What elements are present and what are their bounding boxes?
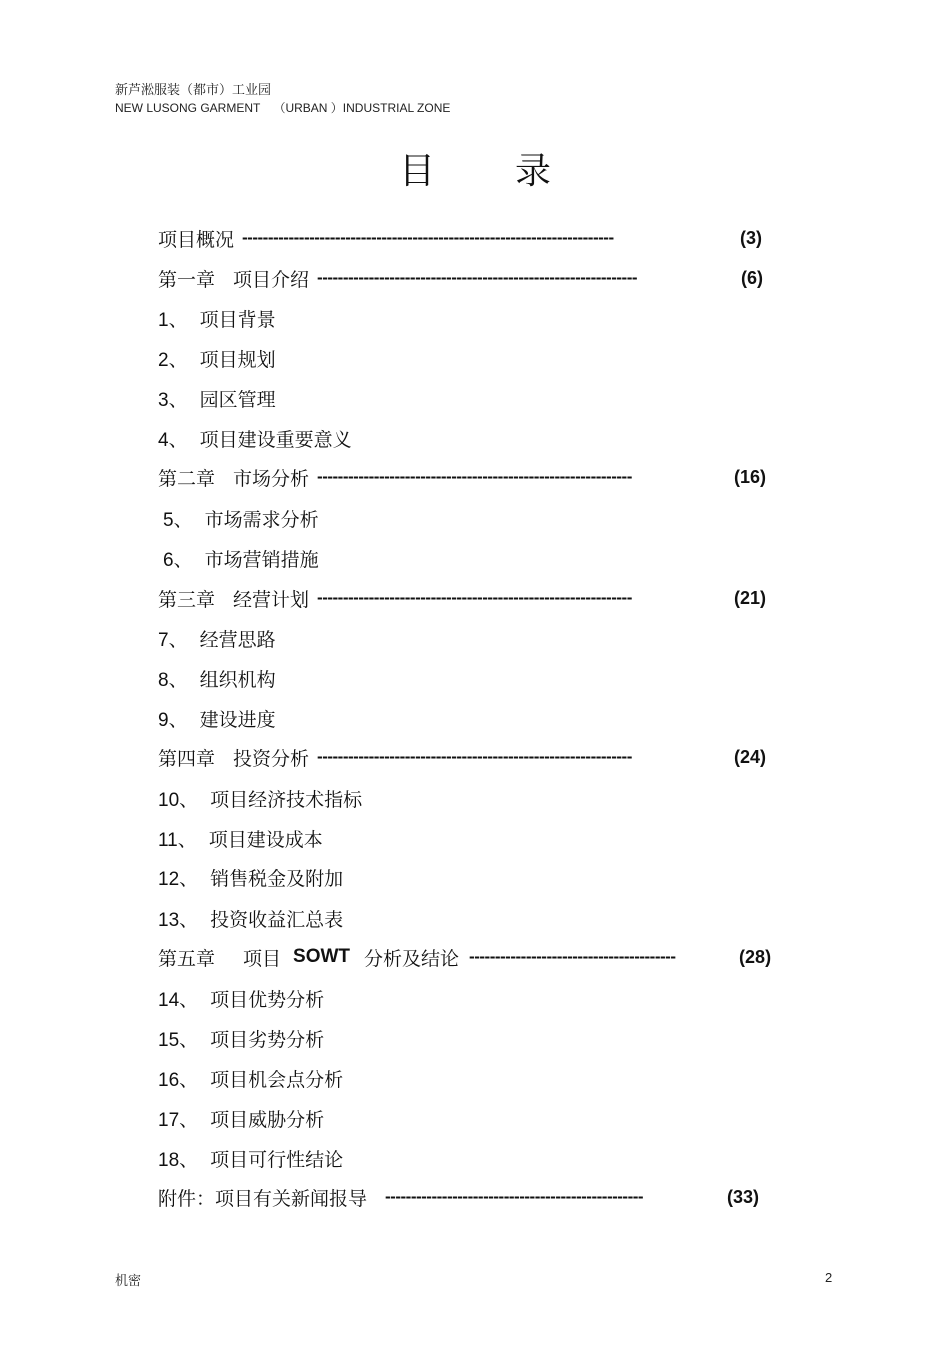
- toc-item-9[interactable]: [158, 704, 276, 732]
- toc-item-text: 项目建设重要意义: [199, 428, 352, 451]
- toc-item-17[interactable]: [158, 1104, 324, 1132]
- toc-chapter-title: 项目介绍: [233, 268, 310, 291]
- toc-item-15[interactable]: [158, 1024, 324, 1052]
- toc-item-text: 市场需求分析: [204, 508, 319, 531]
- toc-item-number: 15、: [158, 1029, 199, 1051]
- toc-item-text: 项目劣势分析: [210, 1028, 325, 1051]
- footer-page-number: 2: [825, 1270, 833, 1285]
- toc-chapter-title-prefix: 项目: [243, 947, 282, 970]
- toc-item-number: 16、: [158, 1069, 199, 1091]
- toc-item-number: 12、: [158, 868, 199, 890]
- toc-item-text: 投资收益汇总表: [210, 908, 344, 931]
- toc-chapter-title: 投资分析: [233, 747, 310, 770]
- toc-item-5[interactable]: [163, 504, 319, 532]
- toc-item-text: 建设进度: [199, 708, 276, 731]
- toc-item-1[interactable]: [158, 304, 276, 332]
- toc-item-14[interactable]: [158, 984, 324, 1012]
- toc-item-text: 项目规划: [199, 348, 276, 371]
- toc-entry-appendix[interactable]: [158, 1183, 759, 1211]
- toc-item-12[interactable]: [158, 863, 343, 891]
- toc-item-number: 18、: [158, 1149, 199, 1171]
- toc-item-16[interactable]: [158, 1064, 343, 1092]
- toc-item-text: 组织机构: [199, 668, 276, 691]
- toc-entry-chapter-5[interactable]: [158, 943, 771, 971]
- toc-chapter-label: 第五章: [158, 947, 216, 970]
- toc-item-number: 2、: [158, 349, 188, 371]
- toc-item-text: 项目优势分析: [210, 988, 325, 1011]
- toc-item-number: 3、: [158, 389, 188, 411]
- toc-item-text: 项目威胁分析: [210, 1108, 325, 1131]
- footer-confidential: 机密: [115, 1274, 142, 1289]
- toc-item-number: 10、: [158, 789, 199, 811]
- toc-page-number: (16): [734, 466, 767, 487]
- toc-page-number: (28): [739, 946, 772, 967]
- toc-item-text: 项目建设成本: [208, 828, 323, 851]
- toc-entry-chapter-4[interactable]: [158, 743, 766, 771]
- toc-chapter-label: 第三章: [158, 588, 216, 611]
- toc-appendix-label: 附件：项目有关新闻报导: [158, 1187, 368, 1210]
- toc-item-text: 项目可行性结论: [210, 1148, 344, 1171]
- toc-item-text: 项目经济技术指标: [210, 788, 363, 811]
- toc-item-text: 市场营销措施: [204, 548, 319, 571]
- toc-chapter-title: 市场分析: [233, 467, 310, 490]
- toc-item-number: 17、: [158, 1109, 199, 1131]
- page-title: 目录: [398, 151, 631, 192]
- toc-item-2[interactable]: [158, 344, 276, 372]
- toc-item-number: 11、: [158, 829, 197, 851]
- toc-item-8[interactable]: [158, 664, 276, 692]
- toc-entry-chapter-1[interactable]: [158, 264, 763, 292]
- toc-leader-dots: --------------------------------------------------------------: [317, 268, 638, 287]
- header-company-en: NEW LUSONG GARMENT （URBAN ）INDUSTRIAL ZONE: [115, 101, 451, 115]
- toc-item-text: 销售税金及附加: [210, 867, 344, 890]
- toc-chapter-label: 第二章: [158, 467, 216, 490]
- toc-item-number: 13、: [158, 909, 199, 931]
- toc-item-3[interactable]: [158, 384, 276, 412]
- toc-item-text: 项目机会点分析: [210, 1068, 344, 1091]
- toc-item-number: 1、: [158, 309, 188, 331]
- toc-item-11[interactable]: [158, 824, 323, 852]
- toc-chapter-label: 第一章: [158, 268, 216, 291]
- toc-item-text: 园区管理: [199, 388, 276, 411]
- toc-leader-dots: --------------------------------------------------: [385, 1187, 644, 1206]
- toc-item-7[interactable]: [158, 624, 276, 652]
- toc-item-number: 6、: [163, 549, 193, 571]
- toc-page-number: (24): [734, 746, 767, 767]
- toc-item-18[interactable]: [158, 1144, 343, 1172]
- toc-item-number: 4、: [158, 429, 188, 451]
- toc-item-text: 经营思路: [199, 628, 276, 651]
- toc-leader-dots: ------------------------------------------------------------------------: [242, 228, 614, 247]
- toc-page-number: (21): [734, 587, 767, 608]
- toc-item-number: 5、: [163, 509, 193, 531]
- toc-item-13[interactable]: [158, 904, 343, 932]
- toc-chapter-title-suffix: 分析及结论: [364, 947, 460, 970]
- toc-item-6[interactable]: [163, 544, 319, 572]
- toc-chapter-title: 经营计划: [233, 588, 310, 611]
- toc-item-text: 项目背景: [199, 308, 276, 331]
- toc-entry-chapter-3[interactable]: [158, 584, 766, 612]
- toc-item-number: 7、: [158, 629, 188, 651]
- toc-page-number: (33): [727, 1186, 760, 1207]
- toc-entry-chapter-2[interactable]: [158, 463, 766, 491]
- toc-entry-overview[interactable]: [158, 224, 762, 252]
- toc-leader-dots: ----------------------------------------: [469, 947, 676, 966]
- toc-item-number: 9、: [158, 709, 188, 731]
- toc-item-number: 14、: [158, 989, 199, 1011]
- toc-chapter-title-en: SOWT: [293, 946, 351, 967]
- header-company-cn: 新芦淞服装（都市）工业园: [115, 83, 272, 98]
- toc-chapter-label: 第四章: [158, 747, 216, 770]
- toc-page-number: (6): [741, 267, 764, 288]
- toc-page-number: (3): [740, 227, 763, 248]
- toc-entry-label: 项目概况: [158, 228, 235, 251]
- toc-leader-dots: -------------------------------------------------------------: [317, 467, 632, 486]
- toc-item-number: 8、: [158, 669, 188, 691]
- toc-leader-dots: -------------------------------------------------------------: [317, 588, 632, 607]
- toc-leader-dots: -------------------------------------------------------------: [317, 747, 632, 766]
- toc-item-4[interactable]: [158, 424, 352, 452]
- toc-item-10[interactable]: [158, 784, 362, 812]
